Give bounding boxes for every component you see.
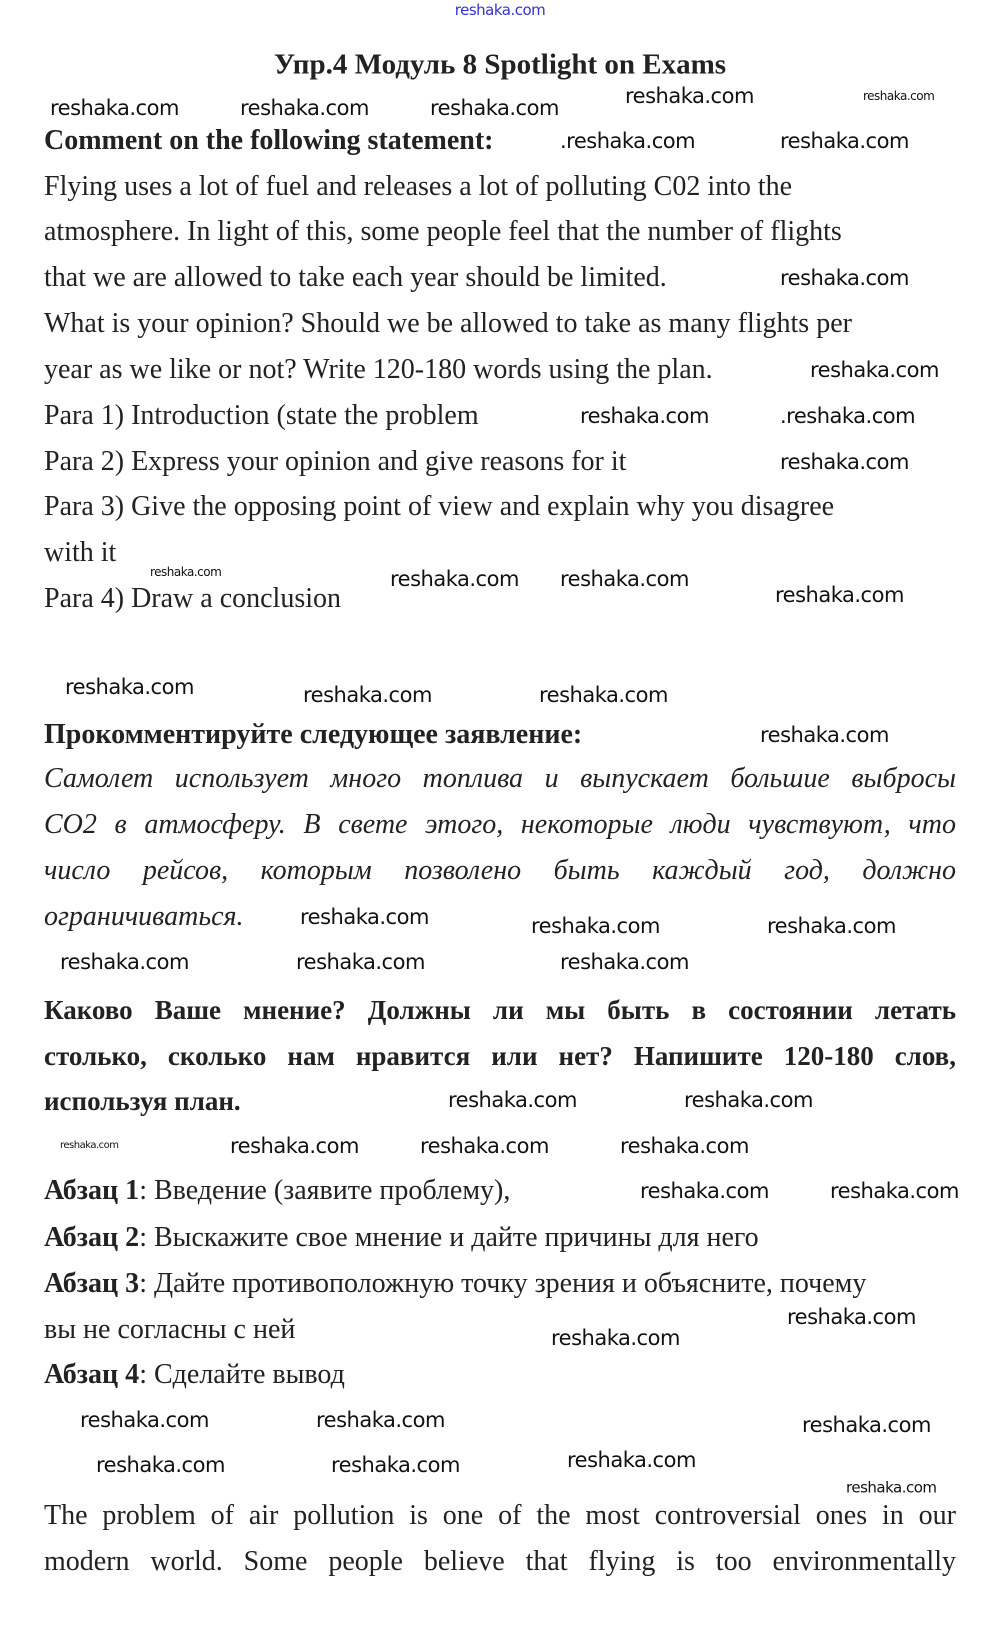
watermark: reshaka.com: [531, 914, 660, 938]
plan-item: [44, 1222, 759, 1254]
plan-item: [44, 1268, 866, 1300]
watermark: .reshaka.com: [780, 404, 916, 428]
watermark: reshaka.com: [448, 1088, 577, 1112]
watermark: reshaka.com: [830, 1179, 959, 1203]
english-heading: Comment on the following statement:: [44, 125, 494, 156]
plan-text: : Выскажите свое мнение и дайте причины для него: [139, 1222, 759, 1253]
text-line: Каково Ваше мнение? Должны ли мы быть в состоянии летать: [44, 995, 956, 1025]
text-line: ограничиваться.: [44, 901, 244, 932]
watermark: reshaka.com: [316, 1408, 445, 1432]
watermark: reshaka.com: [767, 914, 896, 938]
plan-item: Para 4) Draw a conclusion: [44, 583, 342, 614]
watermark: reshaka.com: [303, 683, 432, 707]
text-line: atmosphere. In light of this, some people feel that the number of flights: [44, 216, 842, 247]
watermark: reshaka.com: [150, 565, 222, 579]
watermark: reshaka.com: [560, 950, 689, 974]
watermark: reshaka.com: [390, 567, 519, 591]
watermark: reshaka.com: [775, 583, 904, 607]
watermark: reshaka.com: [50, 96, 179, 120]
watermark-link[interactable]: reshaka.com: [454, 1, 546, 19]
watermark: reshaka.com: [810, 358, 939, 382]
plan-item: Para 2) Express your opinion and give reasons for it: [44, 446, 627, 477]
watermark: reshaka.com: [560, 567, 689, 591]
plan-label: Абзац 1: [44, 1175, 140, 1206]
plan-label: Абзац 3: [44, 1268, 140, 1299]
plan-item: with it: [44, 537, 117, 568]
watermark: reshaka.com: [780, 450, 909, 474]
plan-text: вы не согласны с ней: [44, 1314, 296, 1345]
watermark: reshaka.com: [296, 950, 425, 974]
text-line: число рейсов, которым позволено быть каждый год, должно: [44, 855, 956, 886]
watermark: reshaka.com: [780, 266, 909, 290]
text-line: that we are allowed to take each year should be limited.: [44, 262, 667, 293]
watermark: reshaka.com: [802, 1413, 931, 1437]
plan-item: Para 3) Give the opposing point of view and explain why you disagree: [44, 491, 835, 522]
watermark: reshaka.com: [430, 96, 559, 120]
watermark: reshaka.com: [684, 1088, 813, 1112]
watermark: reshaka.com: [300, 905, 429, 929]
watermark: reshaka.com: [80, 1408, 209, 1432]
plan-item: [44, 1359, 345, 1391]
watermark: reshaka.com: [625, 84, 754, 108]
text-line: столько, сколько нам нравится или нет? Напишите 120-180 слов,: [44, 1041, 956, 1071]
watermark: reshaka.com: [230, 1134, 359, 1158]
page-title: Упр.4 Модуль 8 Spotlight on Exams: [273, 48, 727, 81]
watermark: reshaka.com: [420, 1134, 549, 1158]
plan-item: Para 1) Introduction (state the problem: [44, 400, 479, 431]
watermark: reshaka.com: [96, 1453, 225, 1477]
plan-text: : Сделайте вывод: [139, 1359, 345, 1390]
watermark: reshaka.com: [539, 683, 668, 707]
watermark: reshaka.com: [331, 1453, 460, 1477]
watermark: .reshaka.com: [560, 129, 696, 153]
watermark: reshaka.com: [551, 1326, 680, 1350]
watermark: reshaka.com: [780, 129, 909, 153]
answer-line: The problem of air pollution is one of the most controversial ones in our: [44, 1500, 956, 1531]
watermark: reshaka.com: [760, 723, 889, 747]
watermark: reshaka.com: [567, 1448, 696, 1472]
watermark: reshaka.com: [60, 950, 189, 974]
plan-item: [44, 1175, 510, 1207]
text-line: СО2 в атмосферу. В свете этого, некоторые люди чувствуют, что: [44, 809, 956, 840]
watermark: reshaka.com: [60, 1140, 119, 1151]
text-line: Flying uses a lot of fuel and releases a lot of polluting C02 into the: [44, 171, 793, 202]
watermark: reshaka.com: [863, 89, 935, 103]
plan-text: : Дайте противоположную точку зрения и объясните, почему: [139, 1268, 867, 1299]
watermark: reshaka.com: [787, 1305, 916, 1329]
watermark: reshaka.com: [240, 96, 369, 120]
text-line: year as we like or not? Write 120-180 words using the plan.: [44, 354, 713, 385]
answer-line: modern world. Some people believe that flying is too environmentally: [44, 1546, 956, 1577]
plan-text: : Введение (заявите проблему),: [139, 1175, 511, 1206]
watermark: reshaka.com: [65, 675, 194, 699]
russian-heading: Прокомментируйте следующее заявление:: [44, 719, 583, 750]
plan-label: Абзац 2: [44, 1222, 140, 1253]
watermark: reshaka.com: [640, 1179, 769, 1203]
watermark: reshaka.com: [620, 1134, 749, 1158]
watermark: reshaka.com: [846, 1478, 937, 1497]
text-line: используя план.: [44, 1086, 241, 1116]
watermark: reshaka.com: [580, 404, 709, 428]
plan-label: Абзац 4: [44, 1359, 140, 1390]
text-line: Самолет использует много топлива и выпускает большие выбросы: [44, 763, 956, 794]
plan-item: [44, 1314, 295, 1346]
text-line: What is your opinion? Should we be allowed to take as many flights per: [44, 308, 852, 339]
